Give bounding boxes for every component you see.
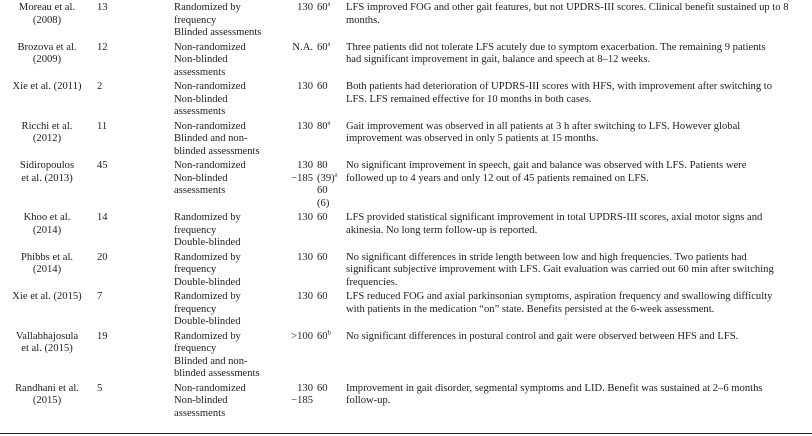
pulse-width-cell — [313, 210, 344, 250]
table-row — [3, 210, 809, 250]
pulse-width-cell-line: 60 — [317, 41, 328, 53]
frequency-cell-line: 130 — [297, 251, 313, 263]
sample-size-cell: 2 — [97, 81, 103, 92]
footnote-marker: b — [327, 328, 331, 336]
design-cell-line: blinded assessments — [174, 368, 260, 379]
design-cell — [174, 289, 284, 329]
pulse-width-cell-line: 80 — [317, 120, 328, 132]
frequency-cell-line: −185 — [291, 172, 313, 184]
outcome-cell-line: LFS. LFS remained effective for 10 months in both cases. — [346, 93, 592, 105]
pulse-width-cell — [313, 79, 344, 119]
outcome-cell — [344, 40, 809, 80]
outcome-cell-line: Three patients did not tolerate LFS acutely due to symptom exacerbation. The remaining 9 patients — [346, 41, 766, 53]
outcome-cell — [344, 158, 809, 210]
design-cell — [174, 329, 284, 381]
pulse-width-cell-line: 60 — [317, 251, 328, 263]
design-cell-line: assessments — [174, 185, 226, 196]
pulse-width-cell-line: 60 — [317, 291, 328, 302]
author-cell-line: Sidiropoulos — [19, 160, 75, 171]
design-cell-line: Randomized by — [174, 212, 241, 223]
footnote-marker: a — [327, 39, 331, 47]
outcome-cell-line: LFS reduced FOG and axial parkinsonian symptoms, aspiration frequency and swallowing difficulty — [346, 291, 773, 302]
sample-size-cell: 11 — [97, 120, 108, 132]
table-row — [3, 329, 809, 381]
author-cell-line: Brozova et al. — [17, 41, 77, 53]
frequency-cell — [284, 210, 313, 250]
author-cell-line: et al. (2013) — [21, 172, 73, 184]
pulse-width-cell — [313, 40, 344, 80]
footnote-marker: a — [327, 118, 331, 126]
pulse-width-cell-line: 60 — [317, 330, 328, 342]
author-cell — [3, 381, 94, 421]
pulse-width-cell — [313, 289, 344, 329]
author-cell-line: Xie et al. (2011) — [12, 81, 82, 92]
frequency-cell — [284, 40, 313, 80]
frequency-cell-line: 130 — [297, 81, 313, 92]
outcome-cell — [344, 381, 809, 421]
sample-size-cell: 20 — [97, 251, 108, 263]
frequency-cell-line: 130 — [297, 120, 313, 132]
outcome-cell-line: Both patients had deterioration of UPDRS-III scores with HFS, with improvement after switching to — [346, 81, 773, 92]
design-cell-line: Double-blinded — [174, 316, 241, 327]
frequency-cell — [284, 0, 313, 40]
sample-size-cell: 12 — [97, 41, 108, 53]
frequency-cell — [284, 329, 313, 381]
design-cell-line: frequency — [174, 303, 217, 315]
pulse-width-cell — [313, 119, 344, 159]
author-cell-line: (2012) — [32, 133, 62, 144]
author-cell — [3, 40, 94, 80]
table-body — [3, 0, 809, 420]
author-cell — [3, 250, 94, 290]
table-row — [3, 158, 809, 210]
design-cell-line: Randomized by — [174, 330, 241, 342]
author-cell-line: (2014) — [32, 264, 62, 275]
pulse-width-cell-line: 60 — [317, 2, 328, 13]
author-cell-line: (2015) — [32, 395, 62, 406]
design-cell — [174, 250, 284, 290]
design-cell-line: Non-blinded — [174, 54, 228, 65]
table-row — [3, 289, 809, 329]
lfs-studies-table — [3, 0, 809, 420]
design-cell-line: blinded assessments — [174, 145, 260, 157]
frequency-cell-line: 130 — [297, 212, 313, 223]
design-cell-line: Blinded and non- — [174, 355, 248, 367]
design-cell-line: Non-blinded — [174, 395, 228, 406]
sample-size-cell: 14 — [97, 212, 108, 223]
design-cell-line: Randomized by — [174, 2, 241, 13]
design-cell — [174, 40, 284, 80]
outcome-cell-line: LFS provided statistical significant improvement in total UPDRS-III scores, axial motor signs and — [346, 212, 763, 223]
frequency-cell — [284, 79, 313, 119]
author-cell-line: Moreau et al. — [18, 2, 76, 13]
design-cell — [174, 0, 284, 40]
table-row — [3, 79, 809, 119]
author-cell — [3, 289, 94, 329]
frequency-cell-line: 130 — [297, 291, 313, 302]
design-cell-line: frequency — [174, 343, 217, 354]
design-cell-line: Randomized by — [174, 251, 241, 263]
author-cell-line: (2008) — [32, 14, 62, 26]
frequency-cell-line: −185 — [291, 395, 313, 406]
outcome-cell-line: improvement was observed in only 5 patients at 15 months. — [346, 133, 599, 144]
design-cell-line: Non-randomized — [174, 41, 246, 53]
pulse-width-cell-line: 60 — [317, 382, 328, 394]
author-cell-line: et al. (2015) — [21, 343, 73, 354]
author-cell — [3, 119, 94, 159]
author-cell-line: (2014) — [32, 224, 62, 236]
author-cell-line: Vallabhajosula — [15, 330, 79, 342]
author-cell-line: Ricchi et al. — [21, 120, 73, 132]
design-cell-line: frequency — [174, 224, 217, 236]
frequency-cell-line: 130 — [297, 382, 313, 394]
author-cell — [3, 329, 94, 381]
footnote-marker: a — [327, 0, 331, 8]
outcome-cell — [344, 79, 809, 119]
design-cell — [174, 158, 284, 210]
outcome-cell-line: follow-up. — [346, 395, 391, 406]
author-cell — [3, 0, 94, 40]
outcome-cell-line: had significant improvement in gait, balance and speech at 8–12 weeks. — [346, 54, 651, 65]
pulse-width-cell — [313, 329, 344, 381]
author-cell-line: Randhani et al. — [15, 382, 79, 394]
outcome-cell-line: No significant differences in stride length between low and high frequencies. Two patients had — [346, 251, 747, 263]
sample-size-cell: 19 — [97, 330, 108, 342]
sample-size-cell: 13 — [97, 2, 108, 13]
design-cell-line: frequency — [174, 264, 217, 275]
author-cell-line: Khoo et al. — [23, 212, 71, 223]
author-cell-line: Xie et al. (2015) — [12, 291, 82, 302]
frequency-cell — [284, 289, 313, 329]
table-row — [3, 40, 809, 80]
pulse-width-cell-line: 60 — [317, 212, 328, 223]
frequency-cell — [284, 250, 313, 290]
pulse-width-cell-line: (39) — [317, 172, 335, 184]
design-cell — [174, 210, 284, 250]
outcome-cell-line: LFS improved FOG and other gait features, but not UPDRS-III scores. Clinical benefit sustained up to 8 — [346, 2, 789, 13]
outcome-cell-line: No significant differences in postural control and gait were observed between HFS and LFS. — [346, 330, 739, 342]
pulse-width-cell-line: 80 — [317, 160, 328, 171]
design-cell-line: Non-blinded — [174, 172, 228, 184]
outcome-cell-line: months. — [346, 14, 380, 26]
design-cell-line: Randomized by — [174, 291, 241, 302]
design-cell — [174, 119, 284, 159]
frequency-cell — [284, 119, 313, 159]
design-cell-line: Non-blinded — [174, 93, 228, 105]
outcome-cell-line: frequencies. — [346, 276, 398, 288]
design-cell — [174, 79, 284, 119]
outcome-cell — [344, 210, 809, 250]
outcome-cell-line: significant subjective improvement with LFS. Gait evaluation was carried out 60 min after switching — [346, 264, 774, 275]
outcome-cell-line: No significant improvement in speech, gait and balance was observed with LFS. Patients were — [346, 160, 747, 171]
pulse-width-cell — [313, 0, 344, 40]
table-row — [3, 119, 809, 159]
outcome-cell-line: akinesia. No long term follow-up is reported. — [346, 224, 538, 236]
outcome-cell-line: with patients in the medication “on” state. Benefits persisted at the 6-week assessment. — [346, 303, 715, 315]
pulse-width-cell — [313, 250, 344, 290]
design-cell-line: Double-blinded — [174, 237, 241, 248]
design-cell-line: Non-randomized — [174, 382, 246, 394]
frequency-cell-line: >100 — [291, 330, 313, 342]
frequency-cell-line: N.A. — [292, 41, 313, 53]
pulse-width-cell — [313, 381, 344, 421]
outcome-cell-line: Gait improvement was observed in all patients at 3 h after switching to LFS. However global — [346, 120, 741, 132]
design-cell-line: frequency — [174, 14, 217, 26]
outcome-cell — [344, 250, 809, 290]
frequency-cell-line: 130 — [297, 2, 313, 13]
design-cell-line: Non-randomized — [174, 81, 246, 92]
sample-size-cell: 5 — [97, 382, 103, 394]
design-cell-line: Blinded and non- — [174, 133, 248, 144]
design-cell-line: Non-randomized — [174, 160, 246, 171]
table-row — [3, 250, 809, 290]
design-cell-line: assessments — [174, 106, 226, 117]
table-row — [3, 381, 809, 421]
outcome-cell-line: followed up to 4 years and only 12 out of 45 patients remained on LFS. — [346, 172, 649, 184]
outcome-cell — [344, 119, 809, 159]
design-cell-line: assessments — [174, 407, 226, 419]
sample-size-cell: 7 — [97, 291, 103, 302]
pulse-width-cell — [313, 158, 344, 210]
pulse-width-cell-line: 60 — [317, 81, 328, 92]
table-row — [3, 0, 809, 40]
outcome-cell — [344, 0, 809, 40]
footnote-marker: a — [334, 170, 338, 178]
author-cell — [3, 210, 94, 250]
design-cell-line: assessments — [174, 66, 226, 78]
design-cell — [174, 381, 284, 421]
pulse-width-cell-line: 60 — [317, 185, 328, 196]
sample-size-cell: 45 — [97, 160, 108, 171]
pulse-width-cell-line: (6) — [317, 197, 330, 209]
frequency-cell — [284, 381, 313, 421]
design-cell-line: Double-blinded — [174, 276, 241, 288]
author-cell — [3, 79, 94, 119]
outcome-cell — [344, 289, 809, 329]
design-cell-line: Non-randomized — [174, 120, 246, 132]
author-cell-line: Phibbs et al. — [20, 251, 74, 263]
frequency-cell — [284, 158, 313, 210]
table-bottom-rule — [0, 433, 812, 434]
frequency-cell-line: 130 — [297, 160, 313, 171]
design-cell-line: Blinded assessments — [174, 27, 262, 38]
outcome-cell-line: Improvement in gait disorder, segmental symptoms and LID. Benefit was sustained at 2–6 months — [346, 382, 763, 394]
author-cell-line: (2009) — [32, 54, 62, 65]
outcome-cell — [344, 329, 809, 381]
author-cell — [3, 158, 94, 210]
